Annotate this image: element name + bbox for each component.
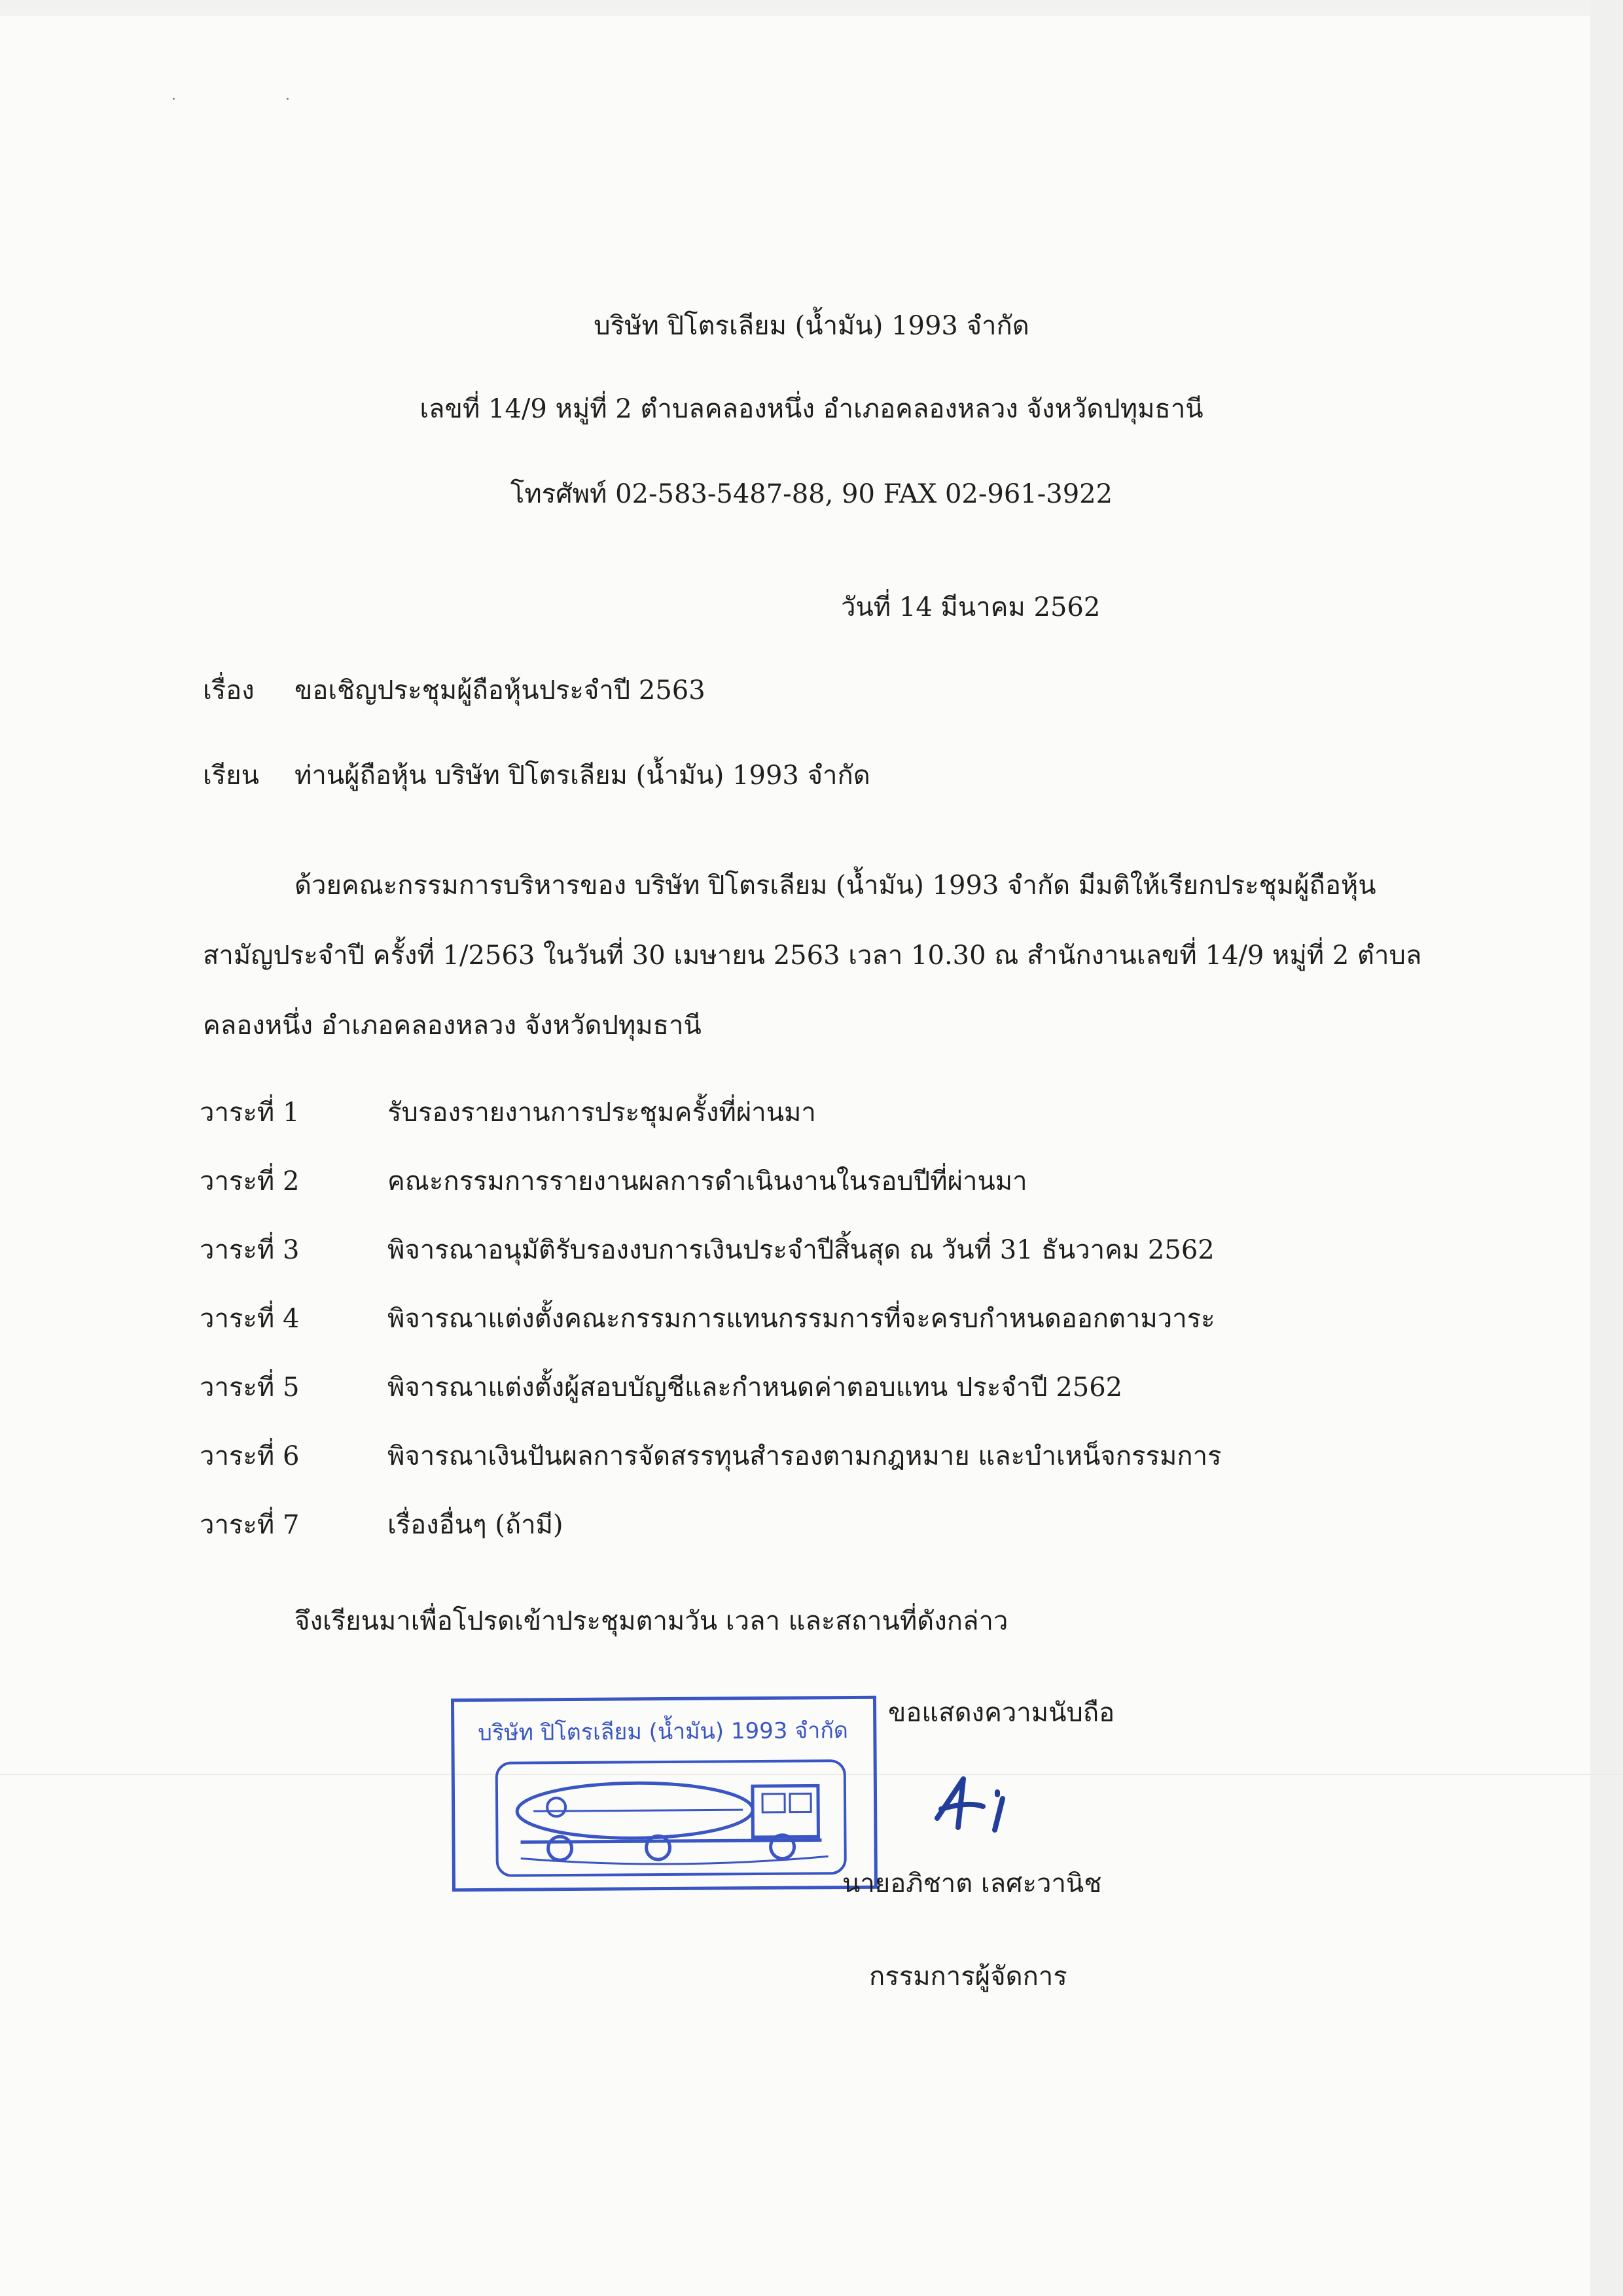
scan-specks: · · xyxy=(171,92,342,108)
company-address: เลขที่ 14/9 หมู่ที่ 2 ตำบลคลองหนึ่ง อำเภอคลองหลวง จังหวัดปทุมธานี xyxy=(419,394,1204,424)
closing-text: จึงเรียนมาเพื่อโปรดเข้าประชุมตามวัน เวลา และสถานที่ดังกล่าว xyxy=(294,1606,1008,1636)
body-line-1: ด้วยคณะกรรมการบริหารของ บริษัท ปิโตรเลียม (น้ำมัน) 1993 จำกัด มีมติให้เรียกประชุมผู้ถือหุ้น xyxy=(294,870,1376,901)
scan-top-edge xyxy=(0,0,1623,16)
agenda-text: พิจารณาเงินปันผลการจัดสรรทุนสำรองตามกฎหมาย และบำเหน็จกรรมการ xyxy=(387,1441,1222,1471)
signer-name: นายอภิชาต เลศะวานิช xyxy=(842,1869,1102,1899)
recipient-text: ท่านผู้ถือหุ้น บริษัท ปิโตรเลียม (น้ำมัน) 1993 จำกัด xyxy=(294,761,870,791)
agenda-number: วาระที่ 2 xyxy=(200,1166,300,1196)
agenda-text: พิจารณาแต่งตั้งผู้สอบบัญชีและกำหนดค่าตอบแทน ประจำปี 2562 xyxy=(387,1372,1123,1403)
subject-text: ขอเชิญประชุมผู้ถือหุ้นประจำปี 2563 xyxy=(294,675,705,706)
company-phone: โทรศัพท์ 02-583-5487-88, 90 FAX 02-961-3922 xyxy=(510,479,1113,509)
agenda-text: เรื่องอื่นๆ (ถ้ามี) xyxy=(387,1510,563,1540)
agenda-text: คณะกรรมการรายงานผลการดำเนินงานในรอบปีที่ผ่านมา xyxy=(387,1166,1027,1196)
agenda-number: วาระที่ 1 xyxy=(200,1098,300,1128)
subject-label: เรื่อง xyxy=(203,675,255,706)
agenda-number: วาระที่ 6 xyxy=(200,1441,300,1471)
tanker-truck-icon xyxy=(494,1758,848,1878)
agenda-text: พิจารณาแต่งตั้งคณะกรรมการแทนกรรมการที่จะครบกำหนดออกตามวาระ xyxy=(387,1304,1215,1334)
company-stamp xyxy=(451,1696,878,1892)
signature-icon xyxy=(929,1767,1034,1839)
agenda-text: พิจารณาอนุมัติรับรองงบการเงินประจำปีสิ้นสุด ณ วันที่ 31 ธันวาคม 2562 xyxy=(387,1235,1215,1265)
regards-text: ขอแสดงความนับถือ xyxy=(888,1698,1115,1728)
body-line-2: สามัญประจำปี ครั้งที่ 1/2563 ในวันที่ 30 เมษายน 2563 เวลา 10.30 ณ สำนักงานเลขที่ 14/9 หมู่ที่ 2 ตำบล xyxy=(203,941,1422,971)
recipient-label: เรียน xyxy=(203,761,259,791)
agenda-number: วาระที่ 4 xyxy=(200,1304,300,1334)
company-name: บริษัท ปิโตรเลียม (น้ำมัน) 1993 จำกัด xyxy=(594,311,1029,341)
scan-right-edge xyxy=(1590,0,1623,2296)
agenda-number: วาระที่ 3 xyxy=(200,1235,300,1265)
signer-title: กรรมการผู้จัดการ xyxy=(869,1962,1067,1992)
stamp-text: บริษัท ปิโตรเลียม (น้ำมัน) 1993 จำกัด xyxy=(478,1717,849,1746)
body-line-3: คลองหนึ่ง อำเภอคลองหลวง จังหวัดปทุมธานี xyxy=(203,1011,702,1041)
letter-date: วันที่ 14 มีนาคม 2562 xyxy=(841,592,1101,622)
agenda-text: รับรองรายงานการประชุมครั้งที่ผ่านมา xyxy=(387,1098,816,1128)
agenda-number: วาระที่ 7 xyxy=(200,1510,300,1540)
agenda-number: วาระที่ 5 xyxy=(200,1372,300,1403)
